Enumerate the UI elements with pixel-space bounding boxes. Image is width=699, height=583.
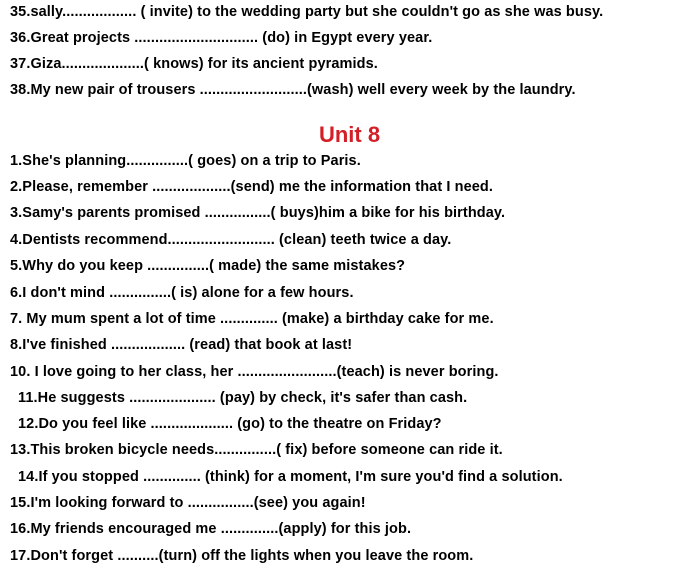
sentence-36: 36.Great projects .............................. (do) in Egypt every year. bbox=[10, 30, 433, 46]
sentence-4: 4.Dentists recommend.......................... (clean) teeth twice a day. bbox=[10, 232, 452, 248]
sentence-17: 17.Don't forget ..........(turn) off the lights when you leave the room. bbox=[10, 548, 474, 564]
sentence-1: 1.She's planning...............( goes) on a trip to Paris. bbox=[10, 153, 361, 169]
sentence-38: 38.My new pair of trousers ..........................(wash) well every week by the laundry. bbox=[10, 82, 576, 98]
sentence-5: 5.Why do you keep ...............( made) the same mistakes? bbox=[10, 258, 406, 274]
sentence-16: 16.My friends encouraged me ..............(apply) for this job. bbox=[10, 521, 412, 537]
sentence-2: 2.Please, remember ...................(send) me the information that I need. bbox=[10, 179, 493, 195]
sentence-7: 7. My mum spent a lot of time .............. (make) a birthday cake for me. bbox=[10, 311, 494, 327]
sentence-8: 8.I've finished .................. (read) that book at last! bbox=[10, 337, 353, 353]
sentence-10: 10. I love going to her class, her ........................(teach) is never boring. bbox=[10, 364, 499, 380]
sentence-12: 12.Do you feel like .................... (go) to the theatre on Friday? bbox=[18, 416, 442, 432]
unit-title: Unit 8 bbox=[318, 122, 381, 147]
sentence-35: 35.sally.................. ( invite) to the wedding party but she couldn't go as she was busy. bbox=[10, 4, 604, 20]
sentence-13: 13.This broken bicycle needs...............( fix) before someone can ride it. bbox=[10, 442, 503, 458]
sentence-6: 6.I don't mind ...............( is) alone for a few hours. bbox=[10, 285, 354, 301]
sentence-11: 11.He suggests ..................... (pay) by check, it's safer than cash. bbox=[18, 390, 468, 406]
sentence-15: 15.I'm looking forward to ................(see) you again! bbox=[10, 495, 366, 511]
sentence-3: 3.Samy's parents promised ................( buys)him a bike for his birthday. bbox=[10, 205, 506, 221]
sentence-37: 37.Giza....................( knows) for its ancient pyramids. bbox=[10, 56, 378, 72]
sentence-14: 14.If you stopped .............. (think) for a moment, I'm sure you'd find a solution. bbox=[18, 469, 563, 485]
